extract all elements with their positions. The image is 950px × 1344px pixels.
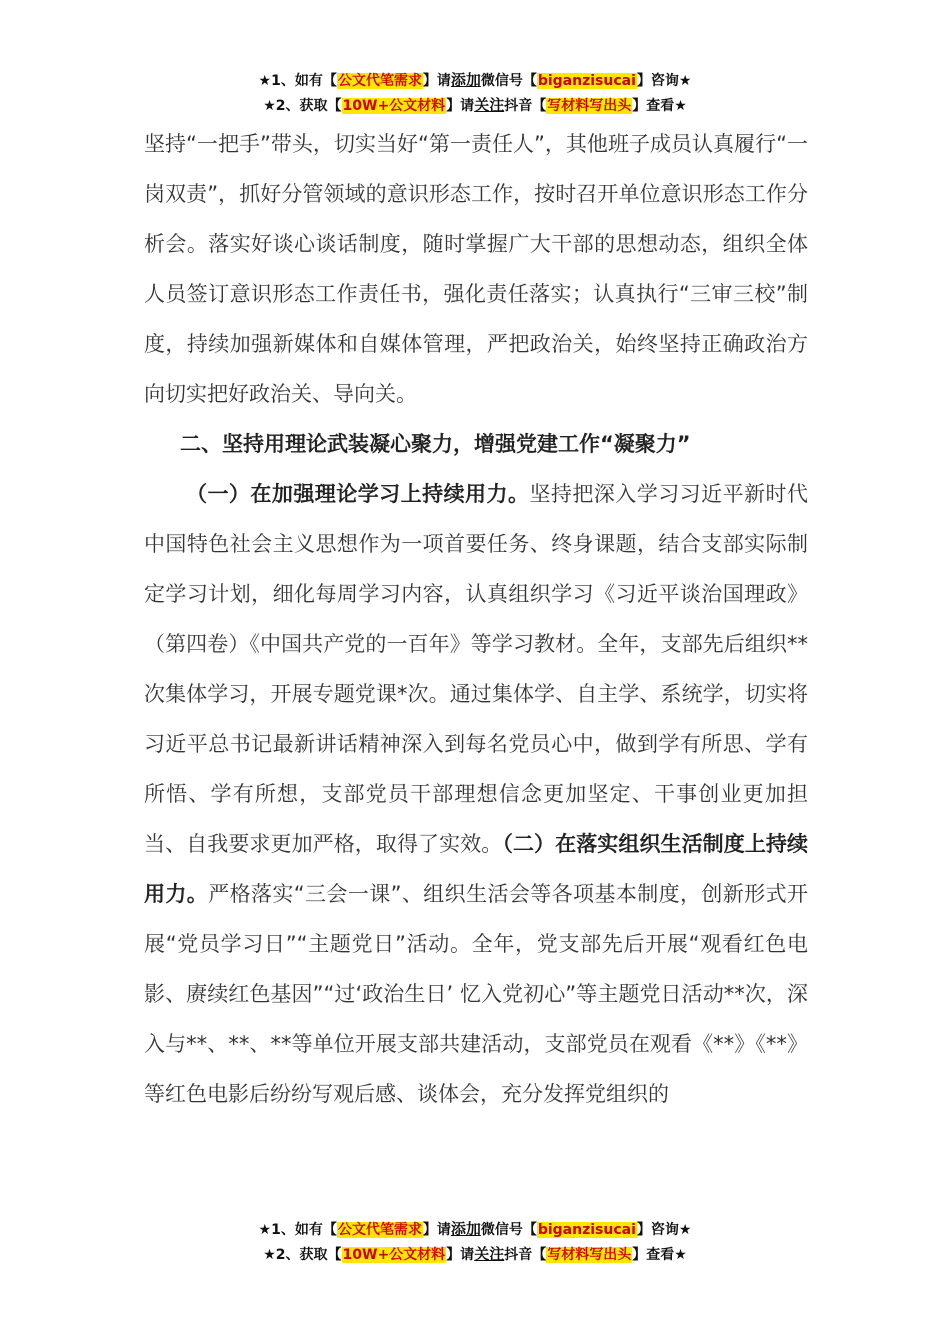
banner-line-1 bbox=[0, 1217, 950, 1242]
banner-text: 】请 bbox=[422, 1222, 451, 1238]
section-heading-2: 二、坚持用理论武装凝心聚力，增强党建工作“凝聚力” bbox=[180, 432, 691, 456]
subheading-2: （二）在落实组织生活制度上持续用力。 bbox=[144, 832, 809, 906]
banner-text: 微信号【 bbox=[480, 73, 537, 89]
highlight-douyin-account: 写材料写出头 bbox=[547, 98, 632, 114]
banner-text: ★2、获取【 bbox=[263, 1247, 342, 1263]
highlight-wechat-id: biganzisucai bbox=[537, 73, 636, 89]
banner-line-2 bbox=[0, 1242, 950, 1267]
footer-banner bbox=[0, 1217, 950, 1267]
emphasis-follow: 关注 bbox=[474, 96, 505, 114]
paragraph-theory-study bbox=[144, 469, 808, 1119]
banner-text: 抖音【 bbox=[504, 98, 547, 114]
banner-line-2 bbox=[0, 93, 950, 118]
highlight-materials: 10W+公文材料 bbox=[342, 1247, 446, 1263]
emphasis-follow: 关注 bbox=[474, 1245, 505, 1263]
document-body bbox=[144, 119, 808, 1119]
banner-text: 】查看★ bbox=[632, 1247, 687, 1263]
banner-text: 】咨询★ bbox=[636, 1222, 692, 1238]
highlight-ghostwriting: 公文代笔需求 bbox=[337, 1222, 422, 1238]
header-banner bbox=[0, 68, 950, 118]
banner-text: 抖音【 bbox=[504, 1247, 547, 1263]
banner-line-1 bbox=[0, 68, 950, 93]
banner-text: 】请 bbox=[422, 73, 451, 89]
highlight-douyin-account: 写材料写出头 bbox=[547, 1247, 632, 1263]
subheading-1: （一）在加强理论学习上持续用力。 bbox=[186, 482, 530, 506]
banner-text: ★1、如有【 bbox=[258, 1222, 337, 1238]
paragraph-text: 严格落实“三会一课”、组织生活会等各项基本制度，创新形式开展“党员学习日”“主题党日”活动。全年，党支部先后开展“观看红色电影、赓续红色基因”“过‘政治生日’ 忆入党初心”等主题党日活动**次，深入与**、**、**等单位开展支部共建活动，支部党员在观看《**》《**》等红色电影后纷纷写观后感、谈体会，充分发挥党组织的 bbox=[144, 882, 808, 1106]
banner-text: 】查看★ bbox=[632, 98, 687, 114]
paragraph-text: 坚持把深入学习习近平新时代中国特色社会主义思想作为一项首要任务、终身课题，结合支部实际制定学习计划，细化每周学习内容，认真组织学习《习近平谈治国理政》（第四卷）《中国共产党的一百年》等学习教材。全年，支部先后组织**次集体学习，开展专题党课*次。通过集体学、自主学、系统学，切实将习近平总书记最新讲话精神深入到每名党员心中，做到学有所思、学有所悟、学有所想，支部党员干部理想信念更加坚定、干事创业更加担当、自我要求更加严格，取得了实效。 bbox=[144, 482, 809, 856]
highlight-materials: 10W+公文材料 bbox=[342, 98, 446, 114]
emphasis-add: 添加 bbox=[450, 1220, 481, 1238]
banner-text: ★1、如有【 bbox=[258, 73, 337, 89]
banner-text: ★2、获取【 bbox=[263, 98, 342, 114]
banner-text: 】咨询★ bbox=[636, 73, 692, 89]
emphasis-add: 添加 bbox=[450, 71, 481, 89]
banner-text: 】请 bbox=[446, 98, 475, 114]
paragraph-ideology-responsibility: 坚持“一把手”带头，切实当好“第一责任人”，其他班子成员认真履行“一岗双责”，抓好分管领域的意识形态工作，按时召开单位意识形态工作分析会。落实好谈心谈话制度，随时掌握广大干部的思想动态，组织全体人员签订意识形态工作责任书，强化责任落实；认真执行“三审三校”制度，持续加强新媒体和自媒体管理，严把政治关，始终坚持正确政治方向切实把好政治关、导向关。 bbox=[144, 132, 808, 406]
highlight-ghostwriting: 公文代笔需求 bbox=[337, 73, 422, 89]
banner-text: 】请 bbox=[446, 1247, 475, 1263]
banner-text: 微信号【 bbox=[480, 1222, 537, 1238]
highlight-wechat-id: biganzisucai bbox=[537, 1222, 636, 1238]
